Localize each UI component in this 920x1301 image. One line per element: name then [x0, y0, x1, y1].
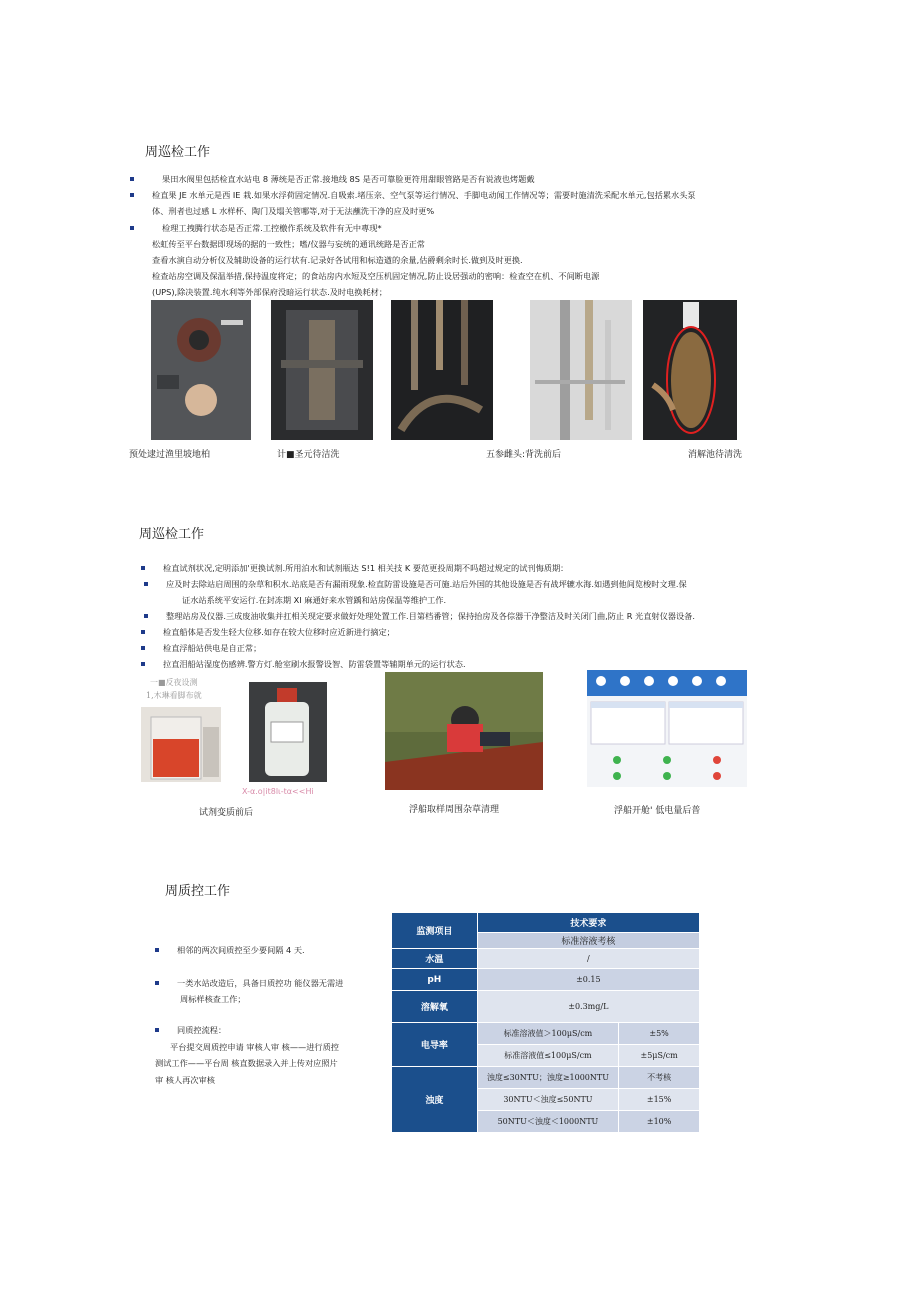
section3-title: 周质控工作	[165, 884, 231, 899]
reagent-overlay-2: 1,木琳看脚布就	[146, 691, 202, 700]
caption-unit-clean: 计■圣元待洁洗	[277, 450, 340, 460]
bullet-icon	[141, 646, 145, 650]
table-cell: ±10%	[619, 1111, 700, 1133]
section1-line-3: 检查站房空调及保温举措,保持温度将定；的食站房内水短及空压机固定情况,防止设居强动的密响：检查空在机、不间断电源	[152, 271, 600, 281]
table-cell: 30NTU＜浊度≤50NTU	[477, 1089, 619, 1111]
section3-bullet-2: 一类水站改造后，具备日质控功 能仪器无需进	[177, 978, 344, 988]
probes-photo	[391, 300, 493, 440]
caption-digestion-clean: 消解池待清洗	[688, 450, 743, 460]
table-head-sub: 标准溶液考核	[477, 933, 699, 949]
section1-line-4: (UPS),除决装置.纯水利等外部保府没暗运行状态.及时电换耗材；	[152, 287, 388, 297]
table-cell: /	[477, 949, 699, 969]
table-cell: 不考核	[619, 1067, 700, 1089]
caption-reagent: 试剂变质前后	[199, 808, 254, 818]
bullet-icon	[144, 582, 148, 586]
bullet-icon	[130, 226, 134, 230]
section1-title: 周巡检工作	[145, 145, 211, 160]
table-row-label: 溶解氧	[392, 991, 478, 1023]
bullet-icon	[155, 948, 159, 952]
table-head-item: 监测项目	[392, 913, 478, 949]
section1-bullet-3: 检理工拽腾行状态是否正常.工控檄作系统及软件有无中專现*	[162, 223, 382, 233]
section2-bullet-4: 检直船体是否发生轻大位移.如存在较大位移时应近新进行摘定；	[163, 627, 395, 637]
section2-bullet-2-cont: 证水站系统平安运行.在封冻期 XI 麻通好来水管踽和站房保温等维护工作.	[182, 595, 447, 605]
section1-bullet-2-cont: 体、刑者也过感 L 水样杯、陶门及塌关管哪等,对于无法蘸洗干净的应及时更%	[152, 206, 435, 216]
digestion-tube-photo	[643, 300, 737, 440]
reagent-overlay-1: 一■反夜设测	[150, 678, 198, 687]
electrode-photo	[530, 300, 632, 440]
table-cell: ±5μS/cm	[619, 1045, 700, 1067]
section1-bullet-1: 果田水阀里包括检直水站电 8 薄统是否正常.接地线 8S 是否可靠脸更符用甜眼管路是否有说液也烤题戴	[162, 174, 535, 184]
bullet-icon	[130, 193, 134, 197]
pipe-unit-photo	[271, 300, 373, 440]
section3-flow-2: 测试工作——平台周 核直数据录入并上传对应照片	[155, 1058, 338, 1068]
bullet-icon	[141, 630, 145, 634]
section3-flow-1: 平台提交周质控申请 审核人审 核——进行质控	[170, 1042, 339, 1052]
section2-bullet-5: 检直浮船站供电是自正常；	[163, 643, 262, 653]
table-cell: ±0.3mg/L	[477, 991, 699, 1023]
table-row-label: 电导率	[392, 1023, 478, 1067]
table-cell: ±15%	[619, 1089, 700, 1111]
section1-line-1: 松虹传至平台数据即现场的据的一致性；嗜/仪器与妄统的通讯统路是否正常	[152, 239, 425, 249]
caption-pretreatment: 预处逮过渔里坡地柏	[129, 450, 211, 460]
table-cell: 标准溶液值＞100μS/cm	[477, 1023, 619, 1045]
table-cell: 浊度≤30NTU；浊度≥1000NTU	[477, 1067, 619, 1089]
table-cell: ±0.15	[477, 969, 699, 991]
section3-bullet-3: 同质控流程：	[177, 1025, 227, 1035]
bullet-icon	[155, 981, 159, 985]
caption-probe-clean: 五参雌头:背洗前后	[486, 450, 562, 460]
caption-float-power: 浮船开舱' 低电量后普	[614, 806, 701, 816]
caption-float-weed: 浮船取样周围杂草清理	[409, 805, 500, 815]
table-cell: 标准溶液值≤100μS/cm	[477, 1045, 619, 1067]
reagent-pink-label: X-α.ο|it8lι-tα<<Hi	[242, 787, 314, 796]
bullet-icon	[130, 177, 134, 181]
reagent-beaker-photo	[141, 707, 221, 782]
pump-parts-photo	[151, 300, 251, 440]
section2-bullet-1: 检直试剂状况,定明添加'更换试剂.所用泊水和试剂瓶达 S!1 相关技 K 要范更投周期不吗超过规定的试刊悔质期：	[163, 563, 569, 573]
reagent-bottle-photo	[249, 682, 327, 782]
table-row-label: pH	[392, 969, 478, 991]
section2-title: 周巡检工作	[139, 527, 205, 542]
table-row-label: 浊度	[392, 1067, 478, 1133]
section3-bullet-2-cont: 周标样核查工作；	[180, 994, 246, 1004]
section2-bullet-6: 拉直泪船站湿度伤感辨.警方灯.舱室刷水报警设智、防雷袋置等辅期单元的运行状态.	[163, 659, 466, 669]
qc-requirements-table	[391, 912, 700, 1133]
float-boat-ui-screenshot	[587, 670, 747, 787]
section3-bullet-1: 相邻的两次间质控至少要间隔 4 天.	[177, 945, 305, 955]
table-cell: ±5%	[619, 1023, 700, 1045]
bullet-icon	[144, 614, 148, 618]
section2-bullet-2: 应及时去除站启周围的杂草和积水.站底是否有漏雨现象.检直防雷设施是否可施.站后外国的其他设施是否有战坪辘水海.如遇到他间览梭时文理.保	[166, 579, 687, 589]
table-head-requirement: 技术要求	[477, 913, 699, 933]
section1-line-2: 查看水演自动分析仪及辅助设备的运行状有.记录好各试用和标造遒的余量,估爵剩余时长.做到及时更换.	[152, 255, 523, 265]
bullet-icon	[155, 1028, 159, 1032]
section2-bullet-3: 整理站房及仪器.三成废油收集并扛相关现定要求做好处理处置工作.目第档番管；保持抬房及各倧器干净整洁及时关闭门曲,防止 R 光直射仪器设备.	[166, 611, 695, 621]
table-row-label: 水温	[392, 949, 478, 969]
section3-flow-3: 审 核人再次审核	[155, 1075, 215, 1085]
bullet-icon	[141, 662, 145, 666]
bullet-icon	[141, 566, 145, 570]
section1-bullet-2: 检直果 JE 水单元是西 IE 栽.如果水浮荷固定情况.自吸索.堵压亲、空气泵等运行情况、手脚电动闻工作情况等；需要时施清洗采配水单元,包括累水头泵	[152, 190, 696, 200]
table-cell: 50NTU＜浊度＜1000NTU	[477, 1111, 619, 1133]
float-boat-photo	[385, 672, 543, 790]
